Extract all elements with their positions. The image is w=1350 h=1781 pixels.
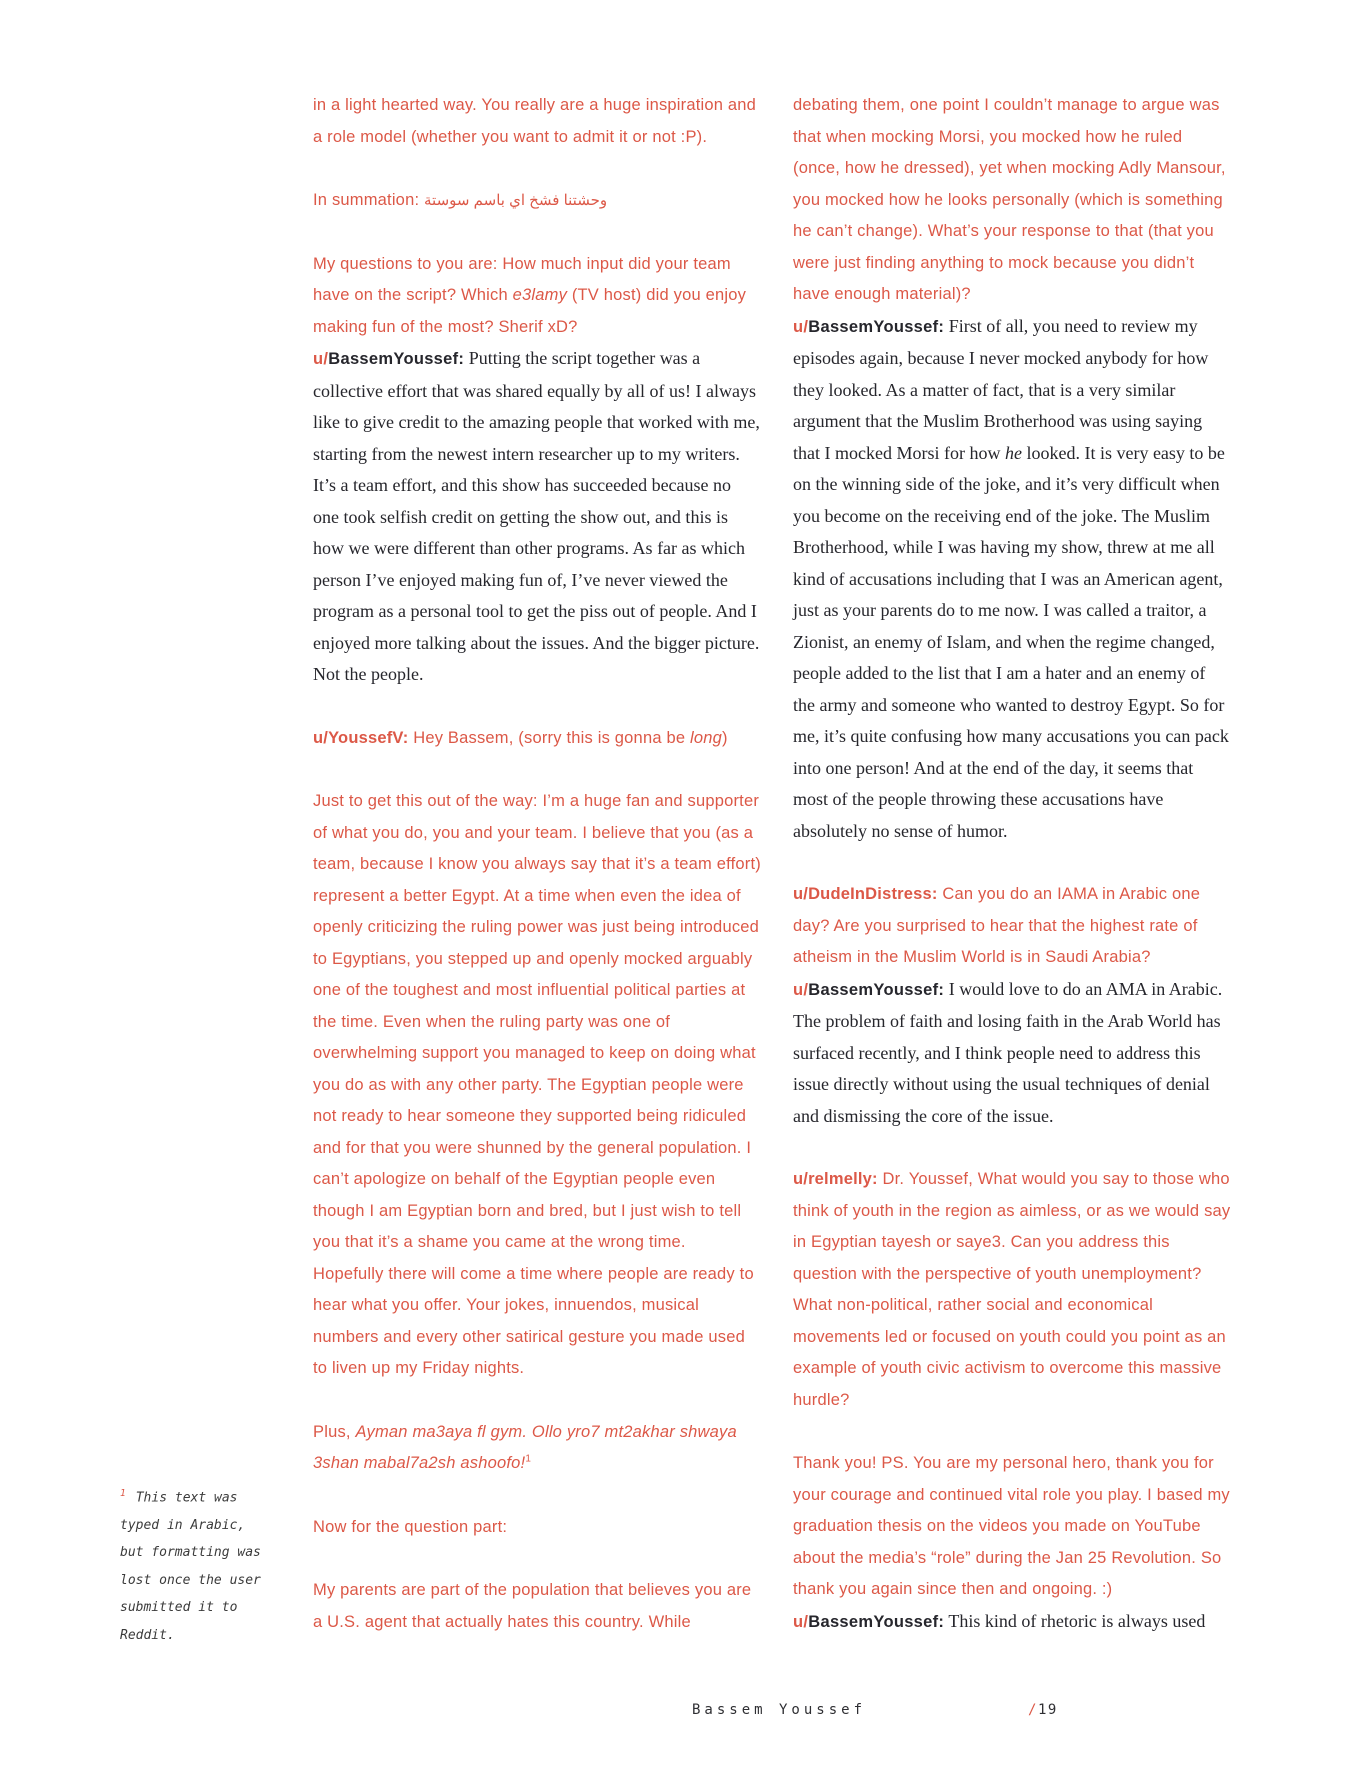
question-paragraph	[313, 249, 761, 344]
answer-paragraph	[793, 974, 1231, 1133]
text-run: looked. It is very easy to be on the winning side of the joke, and it’s very difficult when you become on the receiving end of the joke. The Muslim Brotherhood, while I was having my show, threw at me all kind of accusations including that I was an American agent, just as your parents do to me now. I was called a traitor, a Zionist, an enemy of Islam, and when the regime changed, people added to the list that I am a hater and an enemy of the army and someone who wanted to destroy Egypt. So for me, it’s quite confusing how many accusations you can pack into one person! And at the end of the day, it seems that most of the people throwing these accusations have absolutely no sense of humor.	[793, 442, 1234, 841]
text-run: long	[690, 728, 723, 747]
username: u/	[793, 317, 809, 336]
text-run: In summation:	[313, 191, 425, 209]
footer-slash: /	[1028, 1702, 1038, 1718]
question-paragraph	[793, 90, 1231, 311]
footer-title: Bassem Youssef	[692, 1702, 867, 1718]
text-run: (TV host) did you enjoy making fun of the most? Sherif xD?	[313, 286, 751, 336]
text-run: First of all, you need to review my episodes again, because I never mocked anybody for how they looked. As a matter of fact, that is a very similar argument that the Muslim Brotherhood was using saying that I mocked Morsi for how	[793, 315, 1213, 463]
text-run: I would love to do an AMA in Arabic. The problem of faith and losing faith in the Arab World has surfaced recently, and I think people need to address this issue directly without using the usual techniques of denial and dismissing the core of the issue.	[793, 978, 1227, 1126]
text-run: in a light hearted way. You really are a huge inspiration and a role model (whether you want to admit it or not :P).	[313, 96, 761, 146]
text-run: Plus,	[313, 1422, 356, 1441]
text-run: My questions to you are: How much input did your team have on the script? Which	[313, 254, 736, 304]
footnote	[120, 1480, 305, 1649]
text-run: u/DudeInDistress:	[793, 885, 938, 903]
username: u/	[793, 980, 809, 999]
answer-paragraph	[313, 343, 765, 691]
question-paragraph	[793, 1448, 1235, 1606]
footnote-marker: 1	[120, 1488, 126, 1499]
text-run: debating them, one point I couldn’t manage to argue was that when mocking Morsi, you mocked how he ruled (once, how he dressed), yet when mocking Adly Mansour, you mocked how he looks personally (which is something he can’t change). What’s your response to that (that you were just finding anything to mock because you didn’t have enough material)?	[793, 96, 1231, 303]
question-paragraph	[313, 786, 766, 1385]
text-run: ةتسوس مساب يا خشف انتشحو	[424, 192, 608, 209]
text-run: Can you do an IAMA in Arabic one day? Are you surprised to hear that the highest rate of atheism in the Muslim World is in Saudi Arabia?	[793, 885, 1205, 966]
username: BassemYoussef:	[808, 317, 945, 336]
left-column	[313, 90, 766, 1638]
question-paragraph	[793, 879, 1231, 974]
question-paragraph	[313, 1575, 761, 1638]
answer-paragraph	[793, 311, 1234, 848]
text-run: Now for the question part:	[313, 1517, 508, 1536]
question-paragraph	[313, 185, 761, 217]
text-run: Putting the script together was a collective effort that was shared equally by all of us! I always like to give credit to the amazing people that worked with me, starting from the newest intern researcher up to my writers. It’s a team effort, and this show has succeeded because no one took selfish credit on getting the show out, and this is how we were different than other programs. As far as which person I’ve enjoyed making fun of, I’ve never viewed the program as a personal tool to get the piss out of people. And I enjoyed more talking about the issues. And the bigger picture. Not the people.	[313, 348, 765, 684]
footnote-line: but formatting was	[120, 1545, 261, 1561]
footnote-line: lost once the user	[120, 1572, 261, 1588]
text-run: This kind of rhetoric is always used	[944, 1610, 1206, 1631]
footnote-line: submitted it to	[120, 1600, 238, 1616]
footnote-line: Reddit.	[120, 1627, 175, 1643]
footer-page-number	[1028, 1702, 1058, 1718]
question-paragraph	[313, 723, 761, 755]
username: BassemYoussef:	[808, 980, 945, 999]
question-paragraph	[313, 1417, 761, 1480]
text-run: Hey Bassem, (sorry this is gonna be	[408, 728, 691, 747]
answer-paragraph	[793, 1606, 1231, 1639]
question-paragraph	[793, 1164, 1236, 1416]
username: BassemYoussef:	[808, 1612, 945, 1631]
question-paragraph	[313, 1512, 761, 1544]
footnote-line: typed in Arabic,	[120, 1517, 246, 1533]
footer	[0, 1702, 1350, 1726]
text-run: Just to get this out of the way: I’m a huge fan and supporter of what you do, you and your team. I believe that you (as a team, because I know you always say that it’s a team effort) represent a better Egypt. At a time when even the idea of openly criticizing the ruling power was just being introduced to Egyptians, you stepped up and openly mocked arguably one of the toughest and most influential political parties at the time. Even when the ruling party was one of overwhelming support you managed to keep on doing what you do as with any other party. The Egyptian people were not ready to hear someone they supported being ridiculed and for that you were shunned by the general population. I can’t apologize on behalf of the Egyptian people even though I am Egyptian born and bred, but I just wish to tell you that it’s a shame you came at the wrong time. Hopefully there will come a time where people are ready to hear what you offer. Your jokes, innuendos, musical numbers and every other satirical gesture you made used to liven up my Friday nights.	[313, 792, 766, 1377]
text-run: Thank you! PS. You are my personal hero, thank you for your courage and continued vital role you play. I based my graduation thesis on the videos you made on YouTube about the media’s “role” during the Jan 25 Revolution. So thank you again since then and ongoing. :)	[793, 1454, 1235, 1598]
text-run: Ayman ma3aya fl gym. Ollo yro7 mt2akhar shwaya 3shan mabal7a2sh ashoofo!	[313, 1422, 742, 1472]
footer-number: 19	[1037, 1702, 1058, 1718]
username: u/	[313, 350, 329, 368]
username: u/	[793, 1612, 809, 1631]
text-run: 1	[525, 1453, 532, 1465]
text-run: My parents are part of the population that believes you are a U.S. agent that actually hates this country. While	[313, 1581, 757, 1631]
question-paragraph	[313, 90, 761, 153]
right-column	[793, 90, 1236, 1638]
text-run: u/YoussefV:	[313, 728, 409, 747]
text-run: he	[1004, 442, 1022, 463]
text-run: Dr. Youssef, What would you say to those who think of youth in the region as aimless, or as we would say in Egyptian tayesh or saye3. Can you address this question with the perspective of youth unemployment? What non-political, rather social and economical movements led or focused on youth could you point as an example of youth civic activism to overcome this massive hurdle?	[793, 1170, 1236, 1409]
text-run: )	[722, 728, 728, 747]
text-run: e3lamy	[512, 286, 568, 304]
footnote-line: $^1$ This text was	[120, 1488, 238, 1506]
username: BassemYoussef:	[328, 350, 465, 368]
text-run: u/relmelly:	[793, 1170, 878, 1188]
